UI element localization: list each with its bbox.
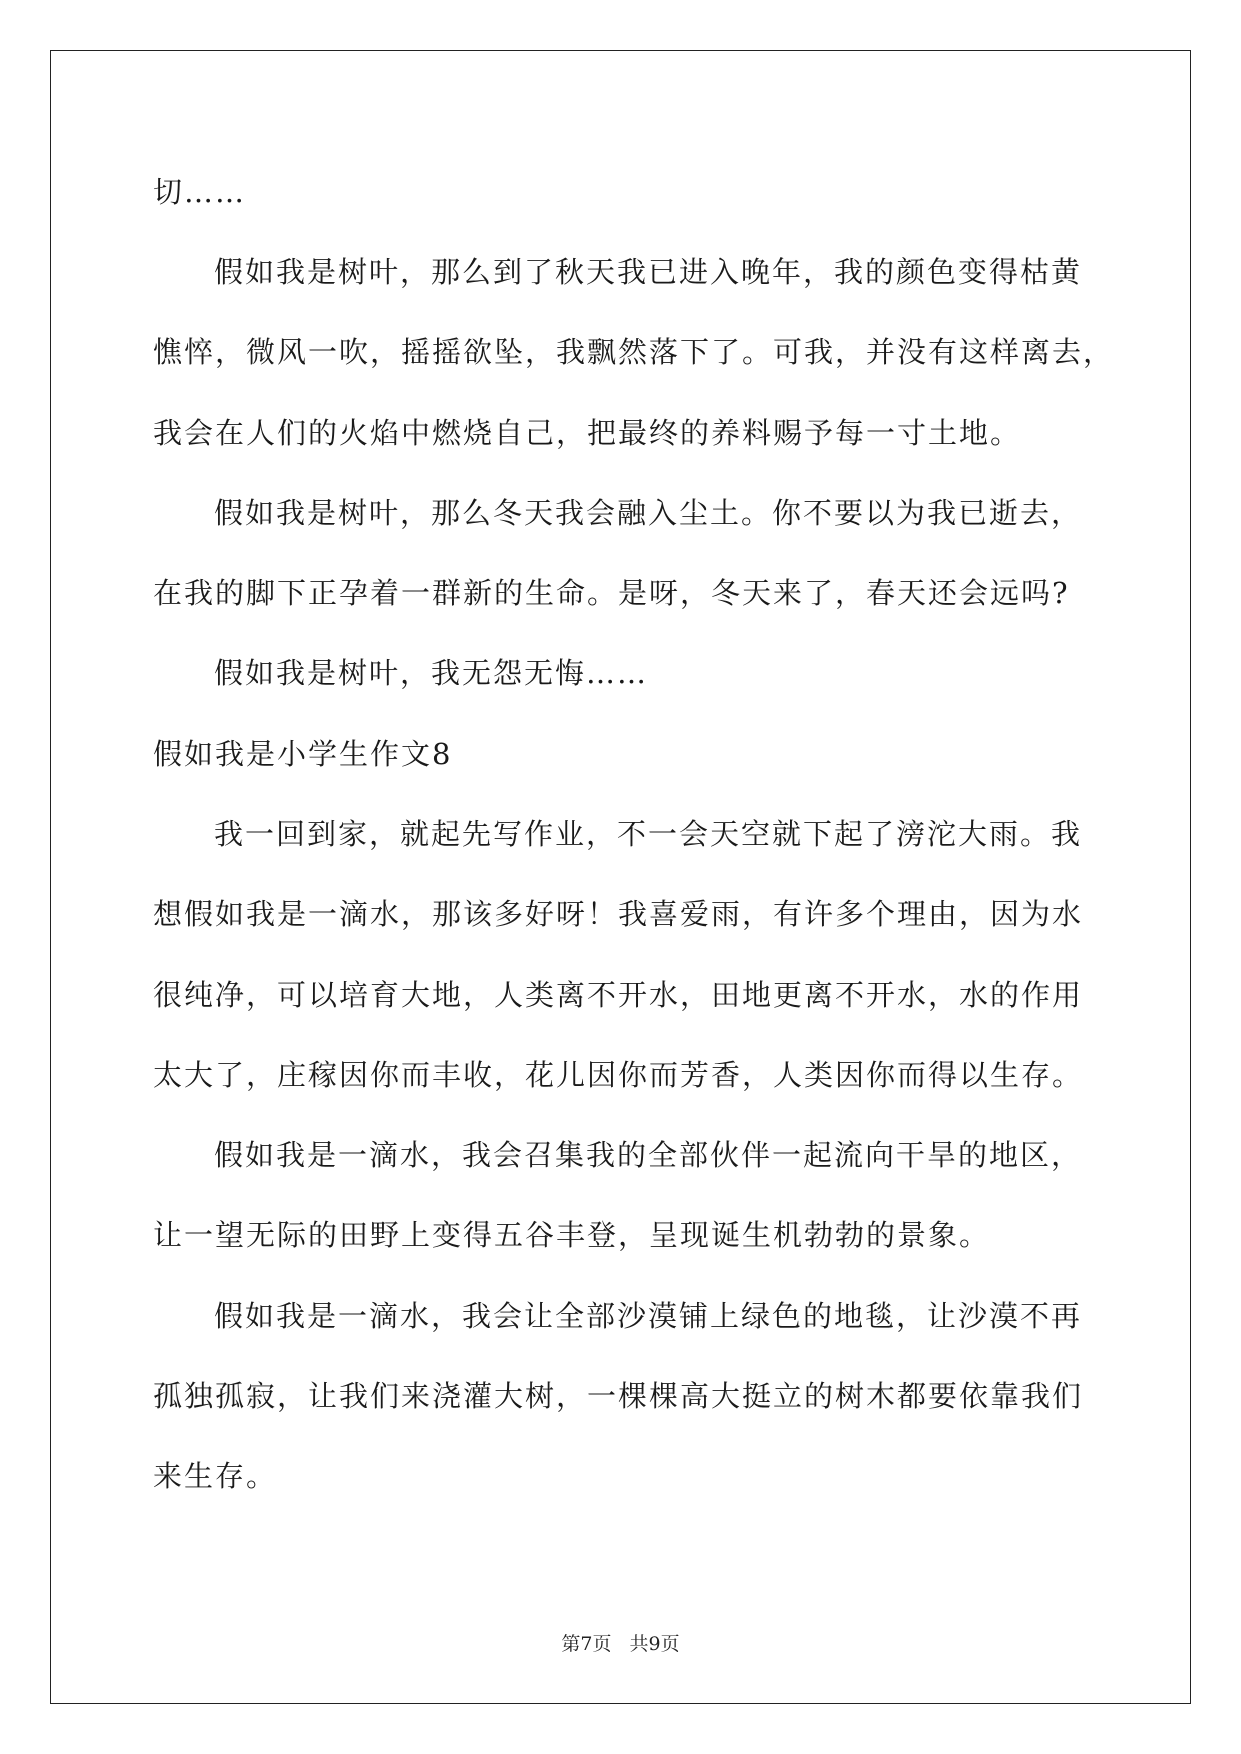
- text-line: 来生存。: [153, 1459, 278, 1493]
- text-line: 很纯净，可以培育大地，人类离不开水，田地更离不开水，水的作用: [153, 978, 1084, 1012]
- text-line: 在我的脚下正孕着一群新的生命。是呀，冬天来了，春天还会远吗?: [153, 576, 1070, 610]
- section-title: 假如我是小学生作文8: [153, 737, 453, 771]
- text-line: 憔悴，微风一吹，摇摇欲坠，我飘然落下了。可我，并没有这样离去，: [153, 335, 1115, 369]
- text-line: 我会在人们的火焰中燃烧自己，把最终的养料赐予每一寸土地。: [153, 416, 1022, 450]
- text-line: 太大了，庄稼因你而丰收，花儿因你而芳香，人类因你而得以生存。: [153, 1058, 1084, 1092]
- text-line: 孤独孤寂，让我们来浇灌大树，一棵棵高大挺立的树木都要依靠我们: [153, 1379, 1084, 1413]
- page-total: 共9页: [629, 1633, 680, 1655]
- paragraph-start: 我一回到家，就起先写作业，不一会天空就下起了滂沱大雨。我: [214, 817, 1083, 851]
- paragraph-start: 假如我是树叶，那么到了秋天我已进入晚年，我的颜色变得枯黄: [214, 255, 1083, 289]
- page-number: 第7页: [561, 1633, 612, 1655]
- text-line: 想假如我是一滴水，那该多好呀！我喜爱雨，有许多个理由，因为水: [153, 897, 1084, 931]
- paragraph-start: 假如我是一滴水，我会让全部沙漠铺上绿色的地毯，让沙漠不再: [214, 1299, 1083, 1333]
- text-line: 让一望无际的田野上变得五谷丰登，呈现诞生机勃勃的景象。: [153, 1218, 991, 1252]
- paragraph-start: 假如我是一滴水，我会召集我的全部伙伴一起流向干旱的地区，: [214, 1138, 1083, 1172]
- page-footer: [0, 1632, 1241, 1656]
- paragraph-start: 假如我是树叶，那么冬天我会融入尘土。你不要以为我已逝去，: [214, 496, 1083, 530]
- text-line: 切……: [153, 175, 247, 209]
- paragraph-start: 假如我是树叶，我无怨无悔……: [214, 656, 649, 690]
